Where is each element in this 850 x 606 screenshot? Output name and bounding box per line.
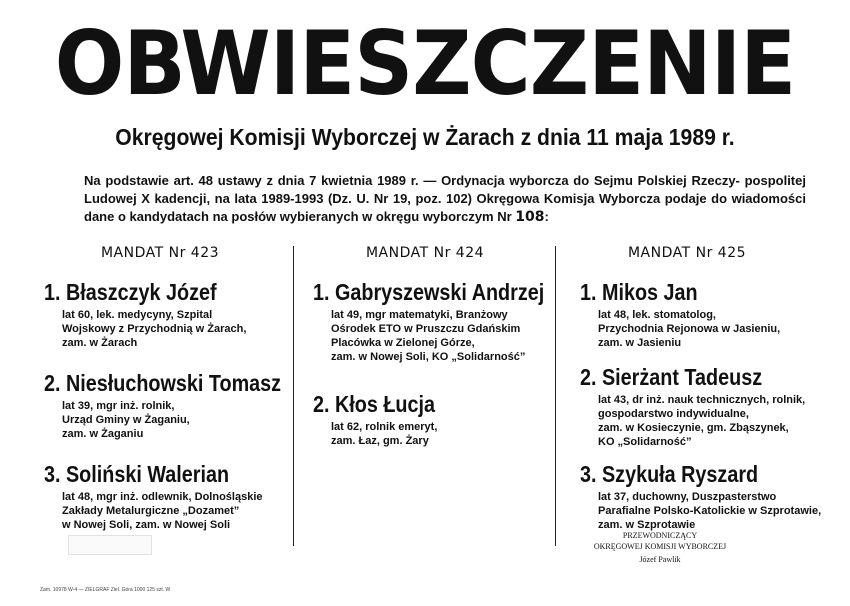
intro-paragraph	[84, 172, 806, 226]
desc-line: lat 60, lek. medycyny, Szpital	[62, 309, 213, 321]
desc-line: Zakłady Metalurgiczne „Dozamet”	[62, 505, 240, 517]
mandat-425-header: MANDAT Nr 425	[627, 245, 747, 261]
desc-line: lat 43, dr inż. nauk technicznych, rolnik,	[598, 394, 806, 406]
desc-line: zam. w Żarach	[62, 337, 138, 349]
desc-line: gospodarstwo indywidualne,	[598, 408, 749, 420]
candidate-description	[62, 308, 246, 350]
candidate-description	[598, 393, 805, 449]
signature-title: PRZEWODNICZĄCY	[622, 531, 698, 540]
desc-line: lat 37, duchowny, Duszpasterstwo	[598, 491, 777, 503]
headline: OBWIESZCZENIE	[54, 12, 796, 115]
candidate-name: 3. Soliński Walerian	[44, 461, 230, 487]
desc-line: zam. w Żaganiu	[62, 428, 144, 440]
mandat-424-header: MANDAT Nr 424	[365, 245, 485, 261]
candidate-425-3	[580, 460, 821, 532]
desc-line: lat 49, mgr matematyki, Branżowy	[331, 309, 508, 321]
desc-line: zam. w Nowej Soli, KO „Solidarność”	[331, 351, 526, 363]
desc-line: lat 48, mgr inż. odlewnik, Dolnośląskie	[62, 491, 263, 503]
intro-colon: :	[544, 209, 549, 224]
candidate-description	[331, 308, 582, 364]
desc-line: Ośrodek ETO w Pruszczu Gdańskim	[331, 323, 521, 335]
desc-line: KO „Solidarność”	[598, 436, 692, 448]
candidate-425-2	[580, 363, 805, 449]
candidate-description	[598, 308, 780, 350]
signature-committee: OKRĘGOWEJ KOMISJI WYBORCZEJ	[593, 542, 727, 551]
intro-line-2: pospolitej Ludowej X kadencji, na lata 1989-1993 (Dz. U. Nr 19, poz. 102) Okręgowa Komisja Wyborcza podaje	[84, 173, 806, 206]
desc-line: lat 39, mgr inż. rolnik,	[62, 400, 175, 412]
candidate-description	[598, 490, 821, 532]
desc-line: zam. Łaz, gm. Żary	[331, 435, 429, 447]
mandat-423-header: MANDAT Nr 423	[100, 245, 220, 261]
desc-line: lat 48, lek. stomatolog,	[598, 309, 716, 321]
candidate-name: 2. Niesłuchowski Tomasz	[44, 370, 282, 396]
candidate-name: 2. Sierżant Tadeusz	[580, 364, 763, 390]
candidate-description	[62, 399, 320, 441]
desc-line: w Nowej Soli, zam. w Nowej Soli	[62, 519, 231, 531]
candidate-description	[62, 490, 263, 532]
candidate-name: 1. Gabryszewski Andrzej	[313, 279, 545, 305]
faded-stamp	[68, 535, 152, 555]
candidate-423-1	[44, 278, 246, 350]
signature-name: Józef Pawlik	[639, 555, 681, 564]
candidate-name: 3. Szykuła Ryszard	[580, 461, 759, 487]
candidate-424-1	[313, 278, 582, 364]
intro-line-1: Na podstawie art. 48 ustawy z dnia 7 kwietnia 1989 r. — Ordynacja wyborcza do Sejmu Polskiej Rzeczy-	[84, 173, 740, 188]
desc-line: zam. w Szprotawie	[598, 519, 696, 531]
desc-line: Wojskowy z Przychodnią w Żarach,	[62, 323, 247, 335]
candidate-424-2	[313, 390, 455, 448]
desc-line: Parafialne Polsko-Katolickie w Szprotawie,	[598, 505, 822, 517]
print-info: Zam. 10978 W-4 — ZIELGRAF Ziel. Góra 1000 125 szt. W	[40, 587, 171, 593]
desc-line: Urząd Gminy w Żaganiu,	[62, 414, 190, 426]
desc-line: Placówka w Zielonej Górze,	[331, 337, 475, 349]
candidate-name: 1. Mikos Jan	[580, 279, 698, 305]
desc-line: lat 62, rolnik emeryt,	[331, 421, 438, 433]
candidate-423-3	[44, 460, 263, 532]
desc-line: zam. w Jasieniu	[598, 337, 682, 349]
candidate-description	[331, 420, 455, 448]
candidate-425-1	[580, 278, 780, 350]
candidate-423-2	[44, 369, 320, 441]
chairman-signature-block	[560, 530, 760, 565]
desc-line: zam. w Kosieczynie, gm. Zbąszynek,	[598, 422, 789, 434]
subtitle: Okręgowej Komisji Wyborczej w Żarach z dnia 11 maja 1989 r.	[115, 124, 735, 150]
intro-line-3: do wiadomości dane o kandydatach na posłów wybieranych w okręgu wyborczym Nr	[84, 191, 806, 224]
candidate-name: 2. Kłos Łucja	[313, 391, 436, 417]
desc-line: Przychodnia Rejonowa w Jasieniu,	[598, 323, 781, 335]
candidate-name: 1. Błaszczyk Józef	[44, 279, 217, 305]
district-number: 108	[515, 209, 545, 225]
